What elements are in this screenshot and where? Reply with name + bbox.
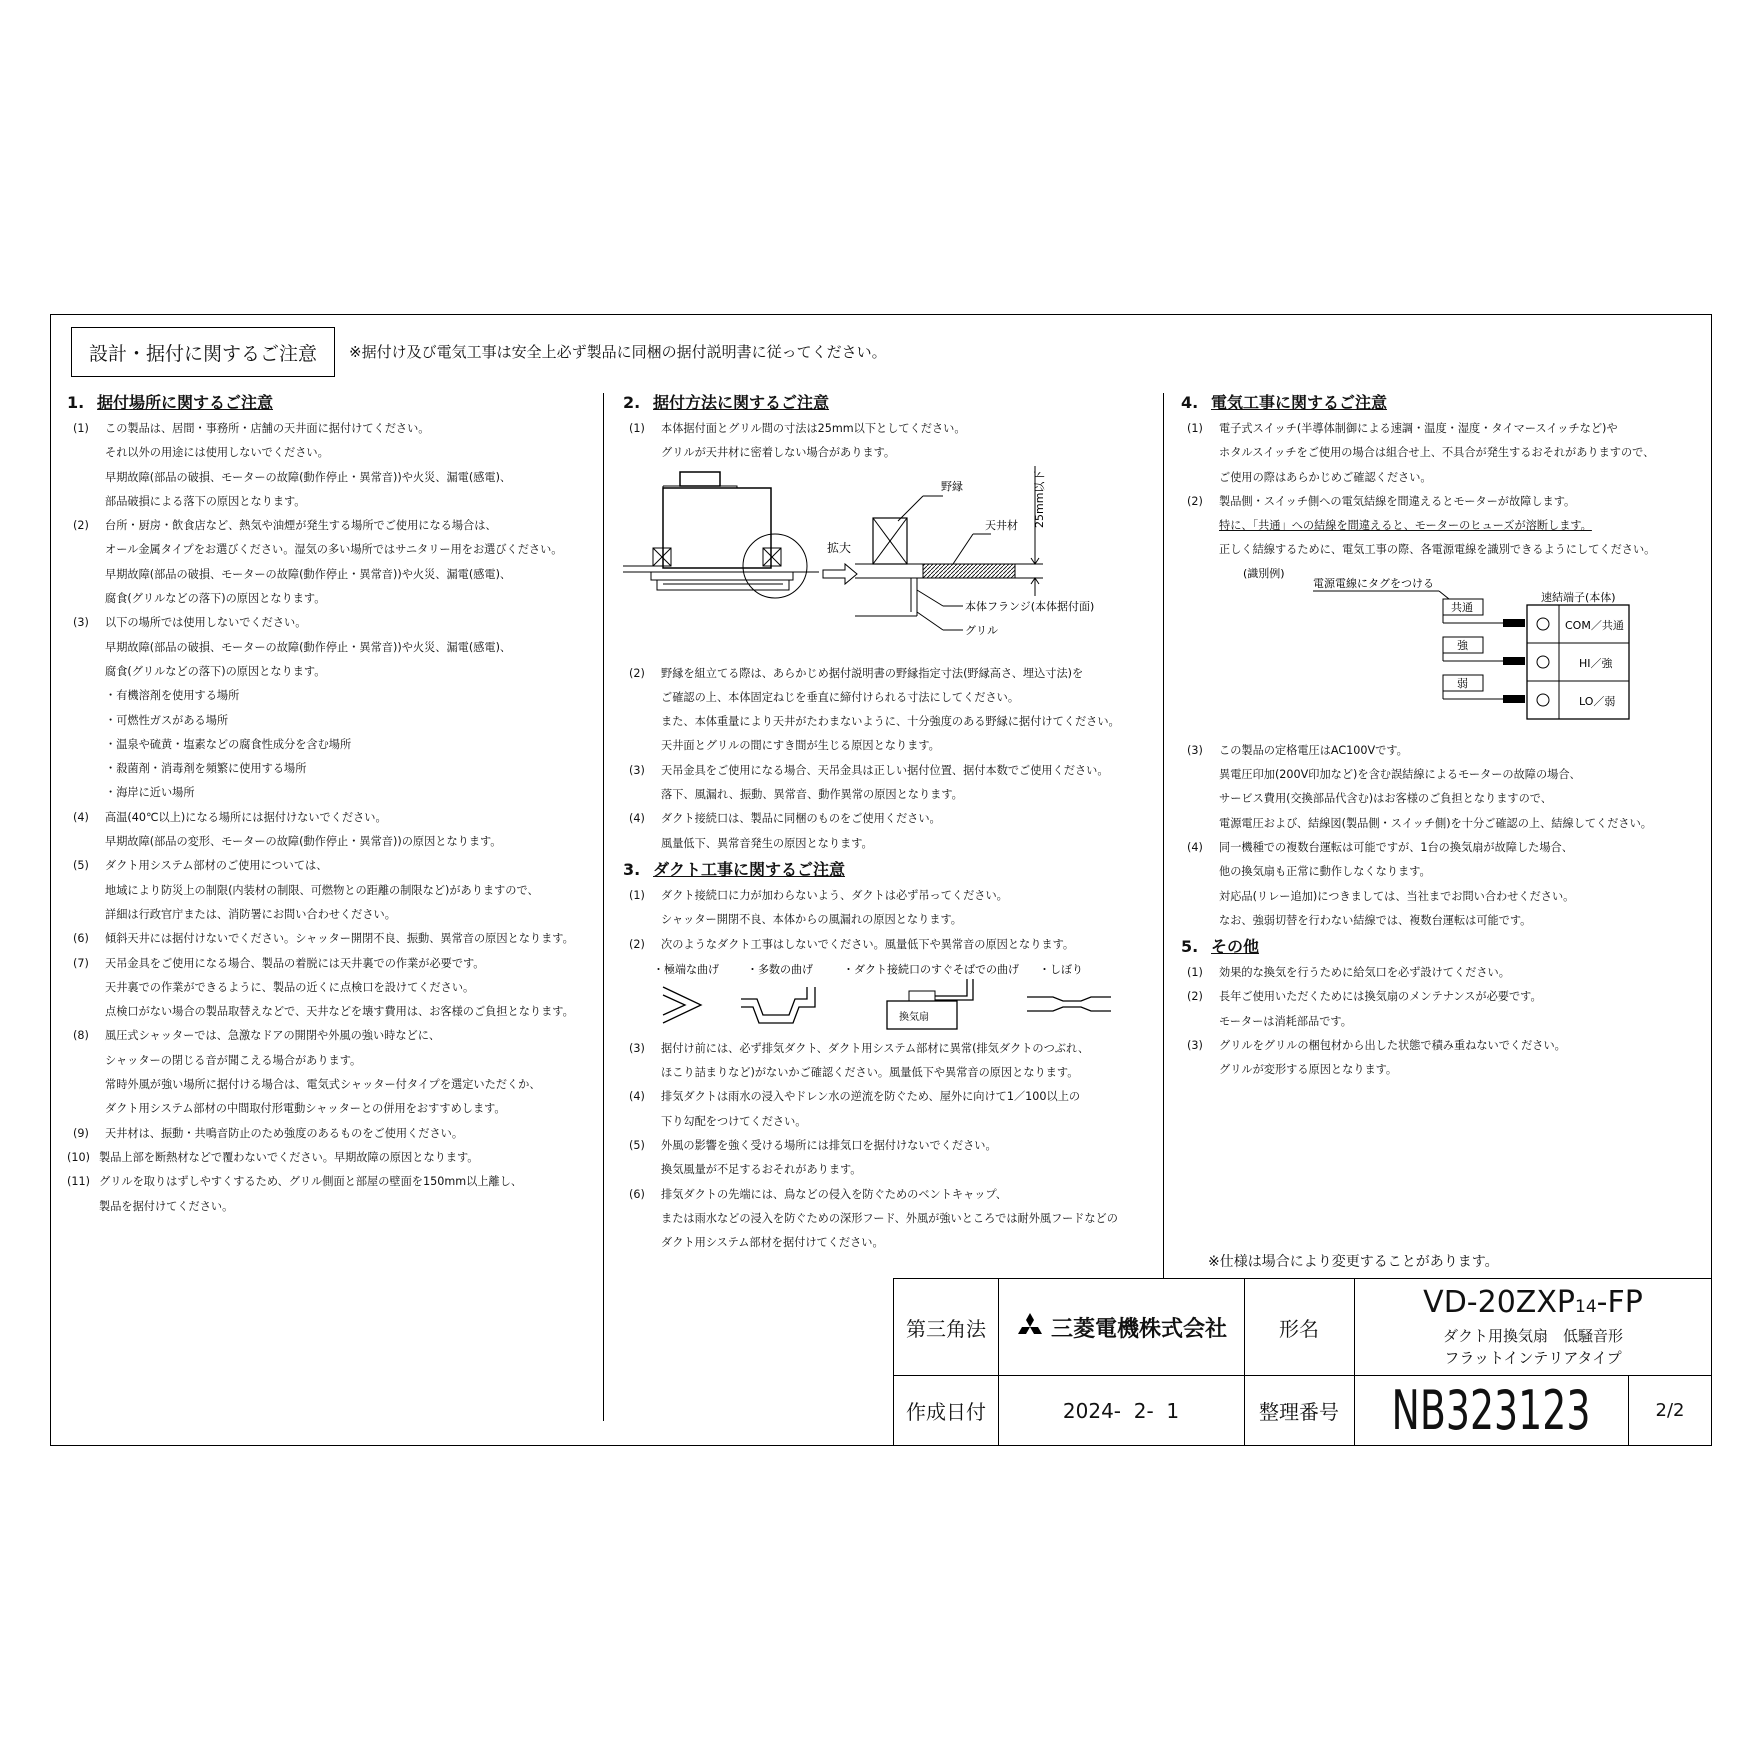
list-item xyxy=(67,514,587,611)
item-line: 部品破損による落下の原因となります。 xyxy=(105,494,306,508)
item-line: サービス費用(交換部品代含む)はお客様のご負担となりますので、 xyxy=(1219,792,1552,806)
item-line: 据付け前には、必ず排気ダクト、ダクト用システム部材に異常(排気ダクトのつぶれ、 xyxy=(661,1041,1090,1055)
date-label: 作成日付 xyxy=(906,1400,986,1424)
list-item xyxy=(623,662,1153,759)
list-item: (2) 製品側・スイッチ側への電気結線を間違えるとモーターが故障します。 特に、「共通」への結線を間違えると、モーターのヒューズが溶断します。 正しく結線するために、電気工事の際、各電源電線を識別できるようにしてください。 xyxy=(1187,494,1656,557)
item-line: グリルを取りはずしやすくするため、グリル側面と部屋の壁面を150mm以上離し、 xyxy=(99,1175,523,1189)
item-line: 製品上部を断熱材などで覆わないでください。早期故障の原因となります。 xyxy=(99,1150,479,1164)
item-line: 同一機種での複数台運転は可能ですが、1台の換気扇が故障した場合、 xyxy=(1219,840,1573,854)
item-line: 対応品(リレー追加)につきましては、当社までお問い合わせください。 xyxy=(1219,889,1575,903)
wire-row-high xyxy=(1443,637,1614,670)
item-line: 台所・厨房・飲食店など、熱気や油煙が発生する場所でご使用になる場合は、 xyxy=(105,519,497,533)
item-line: 早期故障(部品の破損、モーターの故障(動作停止・異常音))や火災、漏電(感電)、 xyxy=(105,640,512,654)
model-desc-1: ダクト用換気扇 低騒音形 xyxy=(1442,1327,1623,1345)
section-heading: 1. 据付場所に関するご注意 xyxy=(67,393,274,412)
label-kakudai: 拡大 xyxy=(827,540,852,555)
item-line: この製品の定格電圧はAC100Vです。 xyxy=(1219,743,1408,757)
item-number: (3) xyxy=(629,1041,645,1055)
list-item xyxy=(1181,961,1701,985)
duct-diagram xyxy=(623,957,1153,1037)
item-number: (2) xyxy=(629,666,645,680)
item-line: 詳細は行政官庁または、消防署にお問い合わせください。 xyxy=(105,907,396,921)
section-1 xyxy=(67,389,587,1219)
ref-label: 整理番号 xyxy=(1259,1400,1339,1424)
item-number: (6) xyxy=(629,1187,645,1201)
list-item xyxy=(67,952,587,1025)
item-line: 電源電圧および、結線図(製品側・スイッチ側)を十分ご確認の上、結線してください。 xyxy=(1219,816,1652,830)
created-date: 2024- 2- 1 xyxy=(1062,1398,1180,1423)
item-line: 早期故障(部品の破損、モーターの故障(動作停止・異常音))や火災、漏電(感電)、 xyxy=(105,470,512,484)
company-name: 三菱電機株式会社 xyxy=(998,1279,1244,1375)
item-line: 次のようなダクト工事はしないでください。風量低下や異常音の原因となります。 xyxy=(661,937,1075,951)
item-number: (5) xyxy=(73,859,89,873)
list-item xyxy=(623,1183,1153,1256)
drawing-sheet xyxy=(50,314,1712,1446)
item-number: (8) xyxy=(73,1029,89,1043)
svg-text:LO／弱: LO／弱 xyxy=(1579,694,1616,708)
svg-text:HI／強: HI／強 xyxy=(1579,656,1613,670)
item-line: 天井面とグリルの間にすき間が生じる原因となります。 xyxy=(661,739,940,753)
item-line: 早期故障(部品の変形、モーターの故障(動作停止・異常音))の原因となります。 xyxy=(105,835,502,849)
item-line: グリルをグリルの梱包材から出した状態で積み重ねないでください。 xyxy=(1219,1039,1566,1053)
item-number: (2) xyxy=(73,519,89,533)
item-line: シャッター開閉不良、本体からの風漏れの原因となります。 xyxy=(661,913,962,927)
svg-text:弱: 弱 xyxy=(1457,676,1468,690)
item-line: 天吊金具をご使用になる場合、天吊金具は正しい据付位置、据付本数でご使用ください。 xyxy=(661,763,1109,777)
item-line: 異電圧印加(200V印加など)を含む誤結線によるモーターの故障の場合、 xyxy=(1219,768,1581,782)
item-number: (7) xyxy=(73,956,89,970)
item-line: 落下、風漏れ、振動、異常音、動作異常の原因となります。 xyxy=(661,788,963,802)
item-line: ホタルスイッチをご使用の場合は組合せ上、不具合が発生するおそれがありますので、 xyxy=(1219,446,1655,460)
item-line: ダクト用システム部材のご使用については、 xyxy=(105,859,328,873)
item-line: 常時外風が強い場所に据付ける場合は、電気式シャッター付タイプを選定いただくか、 xyxy=(105,1078,541,1092)
item-line: この製品は、居間・事務所・店舗の天井面に据付けてください。 xyxy=(105,422,430,435)
list-item xyxy=(67,611,587,805)
item-line: ダクト用システム部材を据付けてください。 xyxy=(661,1236,884,1250)
item-number: (3) xyxy=(1187,1039,1203,1053)
label-c3: ・ダクト接続口のすぐそばでの曲げ xyxy=(843,962,1019,976)
item-number: (4) xyxy=(1187,840,1203,854)
item-line: ダクト用システム部材の中間取付形電動シャッターとの併用をおすすめします。 xyxy=(105,1102,506,1116)
header-note: ※据付け及び電気工事は安全上必ず製品に同梱の据付説明書に従ってください。 xyxy=(349,343,887,361)
item-line: 風量低下、異常音発生の原因となります。 xyxy=(661,836,873,850)
section-heading: 4. 電気工事に関するご注意 xyxy=(1181,393,1388,412)
label-flange: 本体フランジ(本体据付面) xyxy=(965,599,1095,613)
item-line: なお、強弱切替を行わない結線では、複数台運転は可能です。 xyxy=(1219,913,1532,927)
list-item xyxy=(67,854,587,927)
model-desc-2: フラットインテリアタイプ xyxy=(1444,1349,1622,1367)
item-number: (3) xyxy=(1187,743,1203,757)
label-example: (識別例) xyxy=(1243,566,1285,580)
item-number: (3) xyxy=(629,763,645,777)
item-number: (1) xyxy=(629,422,645,435)
list-item xyxy=(67,417,587,514)
item-line: モーターは消耗部品です。 xyxy=(1219,1014,1352,1028)
item-number: (1) xyxy=(629,888,645,902)
item-line: ダクト接続口は、製品に同梱のものをご使用ください。 xyxy=(661,812,941,826)
label-c2: ・多数の曲げ xyxy=(747,962,813,976)
item-line: 製品を据付けてください。 xyxy=(99,1199,234,1213)
label-fan: 換気扇 xyxy=(899,1011,929,1023)
wire-row-low xyxy=(1443,675,1615,708)
list-item xyxy=(623,1085,1153,1134)
label-tenjo: 天井材 xyxy=(985,518,1018,532)
section-heading: 5. その他 xyxy=(1181,937,1260,957)
item-line: 電子式スイッチ(半導体制御による速調・温度・湿度・タイマースイッチなど)や xyxy=(1219,422,1618,435)
item-number: (10) xyxy=(67,1150,90,1164)
list-item xyxy=(1181,739,1701,836)
item-line: 天井裏での作業ができるように、製品の近くに点検口を設けてください。 xyxy=(105,980,475,994)
item-number: (6) xyxy=(73,932,89,946)
svg-text:強: 強 xyxy=(1457,638,1468,652)
list-item xyxy=(1181,1034,1701,1083)
item-line: ・海岸に近い場所 xyxy=(105,786,195,800)
column-divider xyxy=(1163,393,1164,1278)
model-label: 形名 xyxy=(1279,1316,1319,1341)
list-item xyxy=(623,933,1153,957)
list-item xyxy=(623,417,1153,466)
item-line: 効果的な換気を行うために給気口を必ず設けてください。 xyxy=(1219,966,1510,980)
item-line: ダクト接続口に力が加わらないよう、ダクトは必ず吊ってください。 xyxy=(661,888,1008,902)
item-line: 外風の影響を強く受ける場所には排気口を据付けないでください。 xyxy=(661,1139,997,1153)
svg-text:共通: 共通 xyxy=(1451,600,1473,614)
item-number: (4) xyxy=(629,1090,645,1104)
label-tag: 電源電線にタグをつける xyxy=(1313,576,1434,590)
section-2 xyxy=(623,389,1153,1256)
item-line: 地域により防災上の制限(内装材の制限、可燃物との距離の制限など)がありますので、 xyxy=(105,883,539,897)
item-line: ご確認の上、本体固定ねじを垂直に締付けられる寸法にしてください。 xyxy=(661,690,1020,704)
list-item xyxy=(623,807,1153,856)
list-item xyxy=(67,1146,587,1170)
label-c1: ・極端な曲げ xyxy=(653,962,719,976)
section-heading: 2. 据付方法に関するご注意 xyxy=(623,393,830,412)
page-number: 2/2 xyxy=(1655,1400,1685,1421)
list-item xyxy=(623,1134,1153,1183)
label-c4: ・しぼり xyxy=(1039,962,1083,976)
item-line: 点検口がない場合の製品取替えなどで、天井などを壊す費用は、お客様のご負担となります。 xyxy=(105,1005,574,1019)
reference-number: NB323123 xyxy=(1391,1379,1591,1442)
label-terminal: 速結端子(本体) xyxy=(1541,590,1616,604)
list-item xyxy=(67,806,587,855)
item-line: ・有機溶剤を使用する場所 xyxy=(105,689,240,703)
item-number: (2) xyxy=(1187,990,1203,1004)
model-number: VD-20ZXP14-FP xyxy=(1423,1285,1643,1320)
item-number: (5) xyxy=(629,1139,645,1153)
list-item xyxy=(1181,985,1701,1034)
item-line: 腐食(グリルなどの落下)の原因となります。 xyxy=(105,664,326,678)
list-item xyxy=(67,1170,587,1219)
list-item xyxy=(623,759,1153,808)
item-line: 換気風量が不足するおそれがあります。 xyxy=(661,1163,862,1177)
item-line: 排気ダクトは雨水の浸入やドレン水の逆流を防ぐため、屋外に向けて1／100以上の xyxy=(661,1090,1081,1104)
list-item xyxy=(623,884,1153,933)
item-line: シャッターの閉じる音が聞こえる場合があります。 xyxy=(105,1053,362,1067)
wiring-diagram xyxy=(1181,563,1701,739)
label-dim: 25mm以下 xyxy=(1033,470,1046,528)
page-title: 設計・据付に関するご注意 xyxy=(71,327,335,377)
item-line: 本体据付面とグリル間の寸法は25mm以下としてください。 xyxy=(661,422,966,435)
column-divider xyxy=(603,393,604,1421)
item-line: ほこり詰まりなど)がないかご確認ください。風量低下や異常音の原因となります。 xyxy=(661,1066,1079,1080)
item-line: グリルが天井材に密着しない場合があります。 xyxy=(661,446,896,460)
section-4 xyxy=(1181,389,1701,1083)
item-number: (3) xyxy=(73,616,89,630)
list-item xyxy=(1181,417,1701,490)
item-line: 下り勾配をつけてください。 xyxy=(661,1114,807,1128)
item-line: 天吊金具をご使用になる場合、製品の着脱には天井裏での作業が必要です。 xyxy=(105,956,485,970)
item-line: 傾斜天井には据付けないでください。シャッター開閉不良、振動、異常音の原因となります。 xyxy=(105,932,574,946)
mounting-diagram xyxy=(623,466,1153,662)
spec-note: ※仕様は場合により変更することがあります。 xyxy=(1208,1254,1499,1270)
item-line: 早期故障(部品の破損、モーターの故障(動作停止・異常音))や火災、漏電(感電)、 xyxy=(105,567,512,581)
item-line: ・温泉や硫黄・塩素などの腐食性成分を含む場所 xyxy=(105,737,352,751)
item-line: それ以外の用途には使用しないでください。 xyxy=(105,446,329,460)
item-number: (1) xyxy=(1187,966,1203,980)
item-line: ご使用の際はあらかじめご確認ください。 xyxy=(1219,470,1432,484)
item-line: また、本体重量により天井がたわまないように、十分強度のある野縁に据付けてください。 xyxy=(661,715,1120,729)
item-line: 野縁を組立てる際は、あらかじめ据付説明書の野縁指定寸法(野縁高さ、埋込寸法)を xyxy=(661,666,1084,680)
item-line: 腐食(グリルなどの落下)の原因となります。 xyxy=(105,592,326,606)
mitsubishi-logo-icon xyxy=(1015,1313,1045,1341)
list-item xyxy=(1181,836,1701,933)
item-line: または雨水などの浸入を防ぐための深形フード、外風が強いところでは耐外風フードなどの xyxy=(661,1211,1118,1225)
item-number: (11) xyxy=(67,1175,90,1189)
label-noen: 野縁 xyxy=(941,479,963,493)
model-info xyxy=(1354,1279,1712,1375)
label-grill: グリル xyxy=(965,623,998,637)
item-line: 高温(40℃以上)になる場所には据付けないでください。 xyxy=(105,810,387,824)
item-line: ・殺菌剤・消毒剤を頻繁に使用する場所 xyxy=(105,762,307,776)
item-line: オール金属タイプをお選びください。湿気の多い場所ではサニタリー用をお選びください。 xyxy=(105,543,563,557)
list-item xyxy=(623,1037,1153,1086)
item-line: 天井材は、振動・共鳴音防止のため強度のあるものをご使用ください。 xyxy=(105,1126,464,1140)
title-block xyxy=(893,1278,1712,1446)
projection-label: 第三角法 xyxy=(906,1316,986,1341)
item-line: 以下の場所では使用しないでください。 xyxy=(105,616,307,630)
item-line: 他の換気扇も正常に動作しなくなります。 xyxy=(1219,865,1431,879)
item-number: (9) xyxy=(73,1126,89,1140)
item-number: (4) xyxy=(73,810,89,824)
list-item xyxy=(67,1122,587,1146)
item-line: グリルが変形する原因となります。 xyxy=(1219,1063,1398,1077)
item-line: 長年ご使用いただくためには換気扇のメンテナンスが必要です。 xyxy=(1219,990,1542,1004)
item-number: (1) xyxy=(73,422,89,435)
list-item xyxy=(67,1024,587,1121)
item-number: (4) xyxy=(629,812,645,826)
list-item xyxy=(67,927,587,951)
item-line: 風圧式シャッターでは、急激なドアの開閉や外風の強い時などに、 xyxy=(105,1029,441,1043)
section-heading: 3. ダクト工事に関するご注意 xyxy=(623,859,846,879)
item-number: (1) xyxy=(1187,422,1203,435)
item-number: (2) xyxy=(629,937,645,951)
item-line: ・可燃性ガスがある場所 xyxy=(105,713,229,727)
item-line: 排気ダクトの先端には、鳥などの侵入を防ぐためのベントキャップ、 xyxy=(661,1187,1007,1201)
svg-text:COM／共通: COM／共通 xyxy=(1565,618,1624,632)
